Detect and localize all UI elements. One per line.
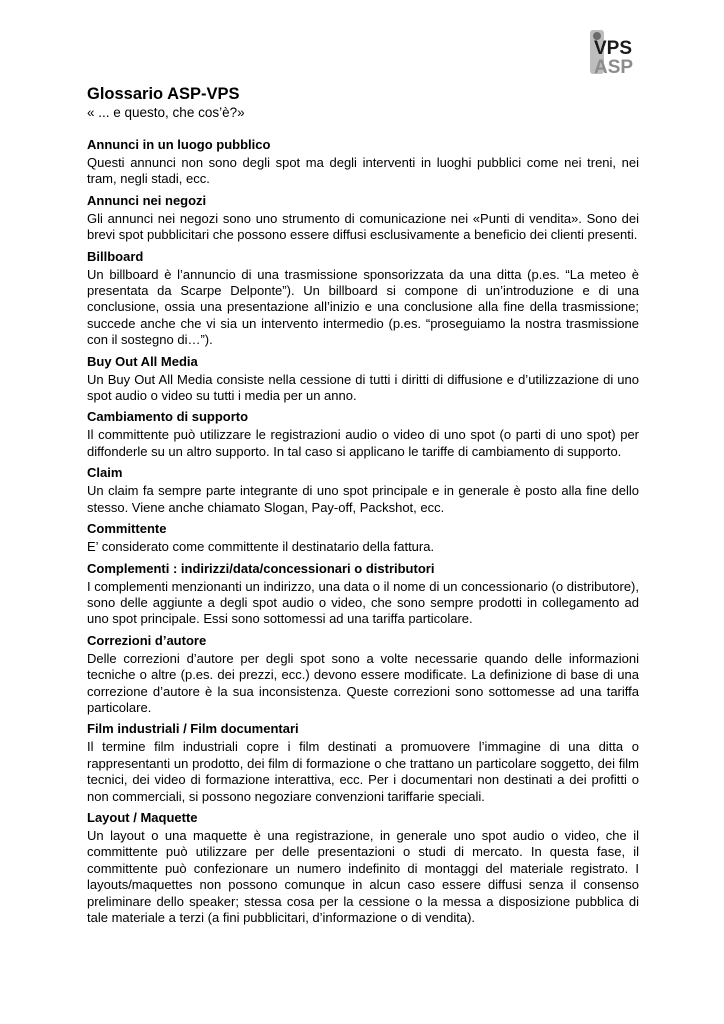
glossary-term: Complementi : indirizzi/data/concessionari o distributori — [87, 560, 435, 576]
glossary-definition: Delle correzioni d’autore per degli spot sono a volte necessarie quando delle informazioni tecniche o altre (p.es. dei prezzi, ecc.) devono essere modificate. La definizione di base di una correzione d’autore è la sua inconsistenza. Queste correzioni sono sottomesse ad una tariffa particolare. — [87, 650, 639, 715]
glossary-definition: Un claim fa sempre parte integrante di uno spot principale e in generale è posto alla fine dello stesso. Viene anche chiamato Slogan, Pay-off, Packshot, ecc. — [87, 483, 639, 515]
glossary-list — [87, 137, 639, 931]
glossary-definition: Il termine film industriali copre i film destinati a promuovere l’immagine di una ditta o rappresentanti un prodotto, dei film di formazione o che trattano un particolare soggetto, dei film tecnici, dei video di formazione interattiva, ecc. Per i documentari non destinati a dei profitti o non commerciali, si possono negoziare convenzioni tariffarie speciali. — [87, 739, 639, 804]
glossary-entry — [87, 561, 639, 628]
glossary-entry — [87, 810, 639, 926]
glossary-entry — [87, 137, 639, 188]
glossary-term: Annunci nei negozi — [87, 192, 207, 208]
glossary-term: Layout / Maquette — [87, 809, 198, 825]
glossary-definition: Questi annunci non sono degli spot ma degli interventi in luoghi pubblici come nei treni, nei tram, negli stadi, ecc. — [87, 155, 639, 187]
glossary-definition: E’ considerato come committente il destinatario della fattura. — [87, 539, 435, 555]
glossary-term: Correzioni d’autore — [87, 632, 207, 648]
glossary-entry — [87, 354, 639, 405]
glossary-term: Committente — [87, 521, 167, 537]
glossary-entry — [87, 521, 639, 555]
glossary-definition: Gli annunci nei negozi sono uno strumento di comunicazione nei «Punti di vendita». Sono dei brevi spot pubblicitari che possono essere diffusi esclusivamente a beneficio dei clienti presenti. — [87, 210, 639, 243]
glossary-definition: Un billboard è l’annuncio di una trasmissione sponsorizzata da una ditta (p.es. “La meteo è presentata da Scarpe Delponte”). Un billboard si compone di un’introduzione e di una conclusione, ossia una presentazione all’inizio e una conclusione alla fine della trasmissione; succede anche che vi sia un intervento intermedio (p.es. “proseguiamo la nostra trasmissione con il sostegno di…”). — [87, 266, 639, 348]
asp-vps-logo-icon — [582, 28, 638, 78]
page-title: Glossario ASP-VPS — [87, 85, 240, 103]
page-subtitle: « ... e questo, che cos’è?» — [87, 105, 245, 120]
glossary-term: Annunci in un luogo pubblico — [87, 137, 271, 152]
glossary-term: Cambiamento di supporto — [87, 409, 249, 425]
logo-vps-text: VPS — [594, 38, 633, 59]
logo-asp-text: ASP — [594, 57, 634, 78]
glossary-entry — [87, 721, 639, 805]
glossary-entry — [87, 409, 639, 460]
glossary-term: Billboard — [87, 248, 144, 264]
glossary-definition: I complementi menzionanti un indirizzo, una data o il nome di un concessionario (o distributore), sono delle aggiunte a degli spot audio o video, che sono sempre prodotti in collegamento ad uno spot principale. Essi sono sottomessi ad una tariffa particolare. — [87, 578, 639, 627]
glossary-definition: Il committente può utilizzare le registrazioni audio o video di uno spot (o parti di uno spot) per diffonderle su un altro supporto. In tal caso si applicano le tariffe di cambiamento di supporto. — [87, 427, 639, 459]
glossary-definition: Un Buy Out All Media consiste nella cessione di tutti i diritti di diffusione e d’utilizzazione di uno spot audio o video su tutti i media per un anno. — [87, 371, 639, 404]
glossary-term: Film industriali / Film documentari — [87, 721, 299, 737]
glossary-definition: Un layout o una maquette è una registrazione, in generale uno spot audio o video, che il committente può utilizzare per delle presentazioni o studi di mercato. In questa fase, il committente può confezionare un numero indefinito di montaggi del materiale registrato. I layouts/maquettes non possono comunque in alcun caso essere diffusi senza il consenso preliminare dello speaker; stessa cosa per la cessione o la messa a disposizione pubblica di tale materiale a terzi (a fini pubblicitari, d’informazione o di vendita). — [87, 827, 639, 925]
glossary-entry — [87, 465, 639, 516]
document-header — [87, 84, 639, 122]
glossary-term: Buy Out All Media — [87, 353, 198, 369]
glossary-entry — [87, 249, 639, 349]
glossary-entry — [87, 193, 639, 244]
glossary-term: Claim — [87, 465, 123, 481]
glossary-entry — [87, 633, 639, 717]
